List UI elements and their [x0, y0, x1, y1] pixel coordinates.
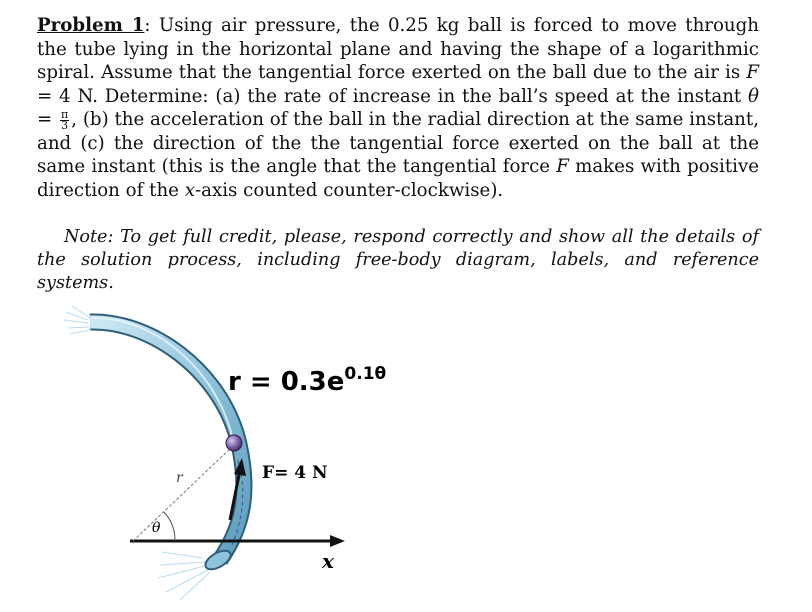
equation-exponent: 0.1θ	[344, 364, 387, 384]
equation-label	[228, 364, 386, 397]
problem-text-2: , (b) the acceleration of the ball in the radial direction at the same instant, and (c) the direction of the the tangential force exerted on the ball at the same instant (this is the angle that the tangential force	[37, 109, 759, 177]
fraction-numerator: π	[61, 107, 69, 121]
spiral-tube	[90, 322, 244, 560]
ball	[226, 435, 242, 451]
force-value-text: = 4 N. Determine: (a) the rate of increase in the ball’s speed at the instant	[37, 85, 749, 107]
fraction-denominator: 3	[61, 118, 69, 132]
air-spray-outlet	[158, 552, 210, 600]
equation-lhs: r = 0.3e	[228, 367, 345, 397]
theta-symbol: θ	[748, 85, 759, 107]
spiral-tube-figure	[0, 300, 812, 612]
problem-text-4: -axis counted counter-clockwise).	[194, 179, 504, 201]
note-paragraph: Note: To get full credit, please, respond correctly and show all the details of the solution process, including free-body diagram, labels, and reference systems.	[37, 227, 759, 293]
theta-label: θ	[152, 520, 161, 536]
equals-sign: =	[37, 109, 59, 130]
force-symbol: F	[746, 62, 759, 83]
radius-line	[133, 445, 234, 541]
problem-statement	[37, 14, 759, 202]
problem-heading: Problem 1	[37, 15, 145, 36]
force-label: F= 4 N	[262, 463, 328, 483]
x-axis-symbol: x	[184, 179, 195, 201]
r-label: r	[176, 470, 183, 486]
problem-text-3: makes with positive direction of the	[37, 156, 759, 201]
x-axis-arrowhead	[330, 535, 345, 547]
spiral-tube-fill	[90, 322, 244, 560]
force-symbol-2: F	[556, 156, 569, 177]
x-axis-label: x	[322, 549, 334, 573]
problem-text-1: : Using air pressure, the 0.25 kg ball is forced to move through the tube lying in the horizontal plane and having the shape of a logarithmic spiral. Assume that the tangential force exerted on the ball due to the air is	[37, 15, 759, 83]
theta-arc	[164, 512, 175, 541]
pi-over-3-fraction	[60, 107, 69, 132]
air-spray-inlet	[64, 306, 90, 334]
